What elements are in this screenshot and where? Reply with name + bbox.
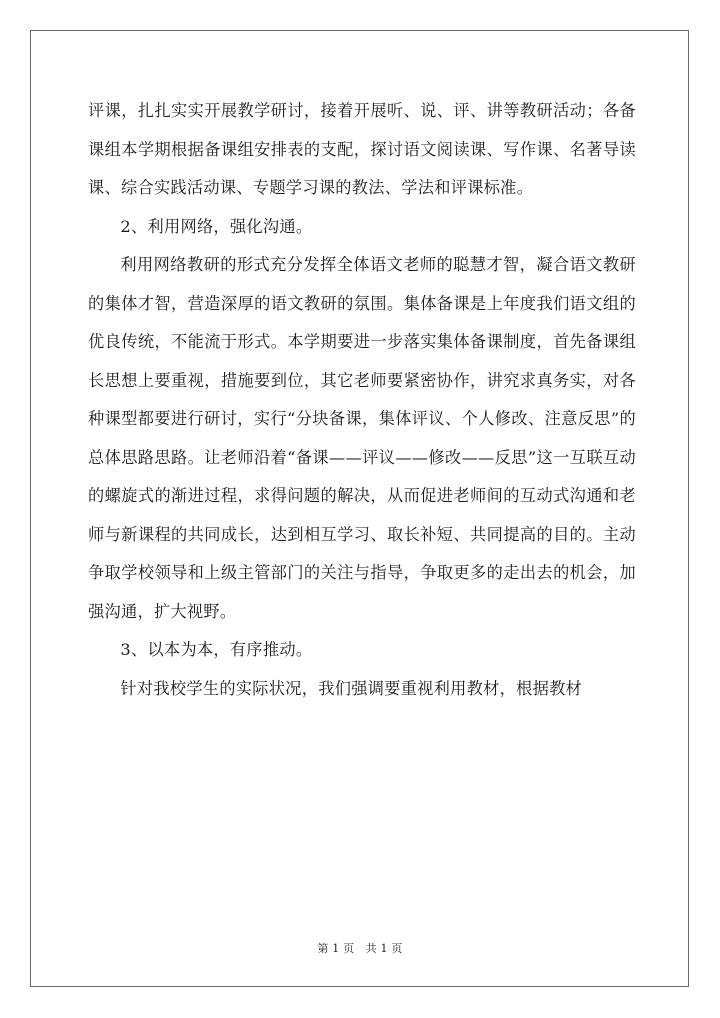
paragraph-5: 针对我校学生的实际状况，我们强调要重视利用教材，根据教材 (120, 678, 583, 698)
paragraph-3: 利用网络教研的形式充分发挥全体语文老师的聪慧才智，凝合语文教研的集体才智，营造深厚的语文教研的氛围。集体备课是上年度我们语文组的优良传统，不能流于形式。本学期要进一步落实集体备课制度，首先备课组长思想上要重视，措施要到位，其它老师要紧密协作，讲究求真务实，对各种课型都要进行研讨，实行“分块备课，集体评议、个人修改、注意反思”的总体思路思路。让老师沿着“备课——评议——修改——反思”这一互联互动的螺旋式的渐进过程，求得问题的解决，从而促进老师间的互动式沟通和老师与新课程的共同成长，达到相互学习、取长补短、共同提高的目的。主动争取学校领导和上级主管部门的关注与指导，争取更多的走出去的机会，加强沟通，扩大视野。 (88, 255, 636, 621)
paragraph-1: 评课，扎扎实实开展教学研讨，接着开展听、说、评、讲等教研活动；各备课组本学期根据备课组安排表的支配，探讨语文阅读课、写作课、名著导读课、综合实践活动课、专题学习课的教法、学法和评课标准。 (88, 101, 636, 197)
heading-2-network: 2、利用网络，强化沟通。 (120, 216, 313, 236)
document-body (88, 92, 636, 708)
heading-3-textbook: 3、以本为本，有序推动。 (120, 640, 313, 659)
page-number-footer: 第 1 页 共 1 页 (317, 942, 403, 955)
